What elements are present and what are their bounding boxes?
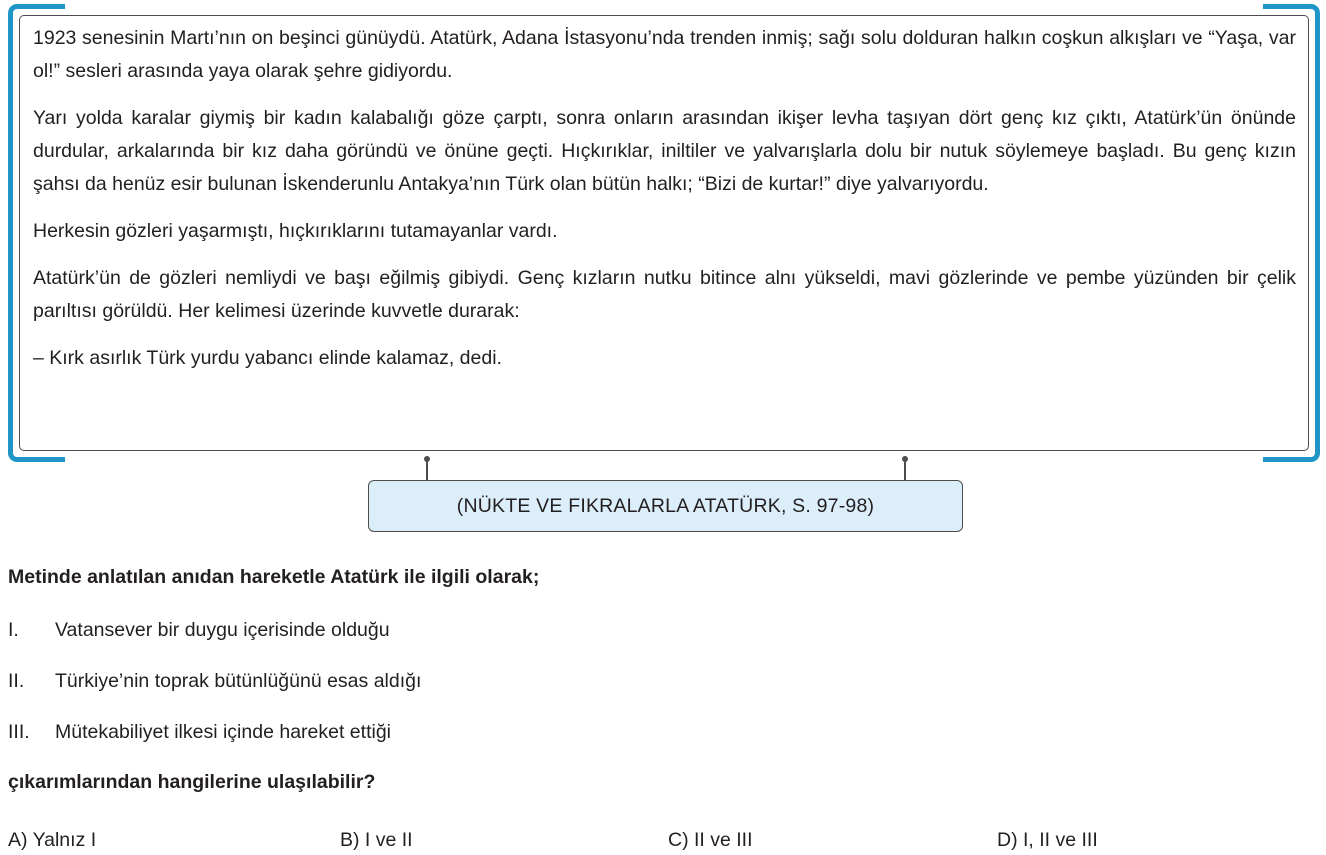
choice-c[interactable]: C) II ve III [668, 829, 753, 851]
statement-number: II. [8, 670, 25, 692]
choice-b[interactable]: B) I ve II [340, 829, 413, 851]
passage-paragraph-5: – Kırk asırlık Türk yurdu yabancı elinde kalamaz, dedi. [33, 347, 502, 369]
passage-paragraph-2: Yarı yolda karalar giymiş bir kadın kalabalığı göze çarptı, sonra onların arasından ikişer levha taşıyan dört genç kız çıktı, Atatürk’ün önünde durdular, arkalarında bir kız daha göründü ve önüne geçti. Hıçkırıklar, iniltiler ve yalvarışlarla dolu bir nutuk söylemeye başladı. Bu genç kızın şahsı da henüz esir bulunan İskenderunlu Antakya’nın Türk olan bütün halkı; “Bizi de kurtar!” diye yalvarıyordu. [33, 107, 1296, 195]
passage-text-box [19, 15, 1309, 451]
question-stem: Metinde anlatılan anıdan hareketle Atatürk ile ilgili olarak; [8, 566, 540, 588]
statement-text: Mütekabiliyet ilkesi içinde hareket ettiği [55, 721, 391, 743]
passage-paragraph-1: 1923 senesinin Martı’nın on beşinci günüydü. Atatürk, Adana İstasyonu’nda trenden inmiş; sağı solu dolduran halkın coşkun alkışları ve “Yaşa, var ol!” sesleri arasında yaya olarak şehre gidiyordu. [33, 27, 1296, 82]
passage-paragraph-3: Herkesin gözleri yaşarmıştı, hıçkırıklarını tutamayanlar vardı. [33, 220, 558, 242]
statement-1 [8, 617, 390, 643]
statement-2 [8, 668, 421, 694]
question-ask: çıkarımlarından hangilerine ulaşılabilir? [8, 771, 376, 793]
statement-number: III. [8, 721, 30, 743]
statement-text: Türkiye’nin toprak bütünlüğünü esas aldığı [55, 670, 422, 692]
source-connector-right [904, 458, 906, 480]
statement-3 [8, 719, 391, 745]
passage-frame [8, 4, 1320, 462]
statement-text: Vatansever bir duygu içerisinde olduğu [55, 619, 390, 641]
source-connector-left [426, 458, 428, 480]
source-citation: (NÜKTE VE FIKRALARLA ATATÜRK, S. 97-98) [368, 480, 963, 532]
choice-d[interactable]: D) I, II ve III [997, 829, 1098, 851]
choice-a[interactable]: A) Yalnız I [8, 829, 97, 851]
passage-paragraph-4: Atatürk’ün de gözleri nemliydi ve başı eğilmiş gibiydi. Genç kızların nutku bitince alnı yükseldi, mavi gözlerinde ve pembe yüzünden bir çelik parıltısı görüldü. Her kelimesi üzerinde kuvvetle durarak: [33, 267, 1296, 322]
statement-number: I. [8, 619, 19, 641]
